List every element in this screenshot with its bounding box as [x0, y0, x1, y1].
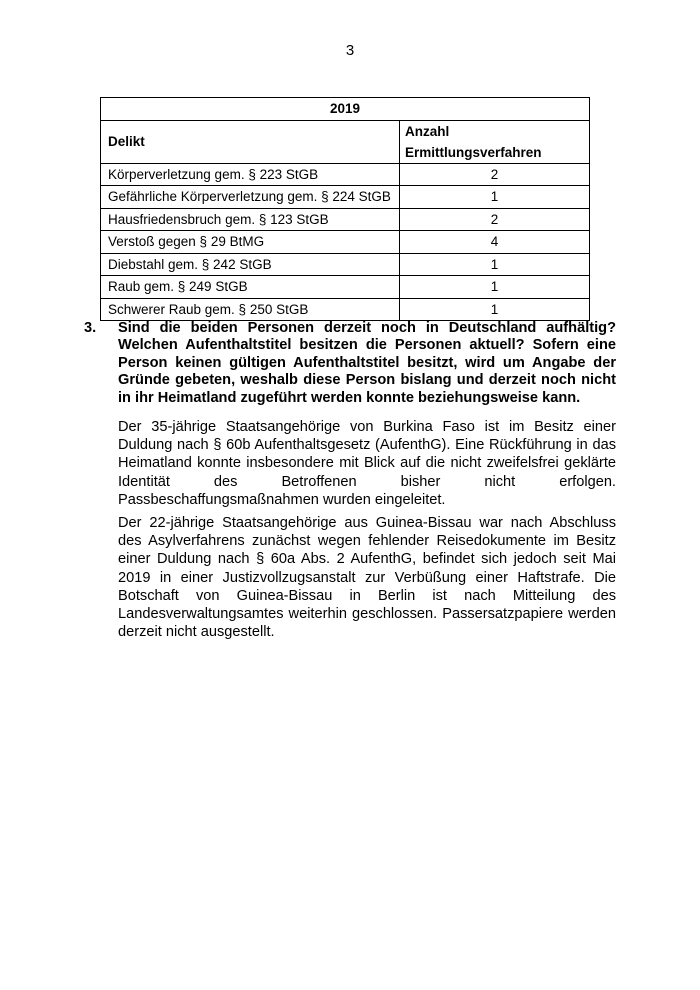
- count-cell: 1: [400, 186, 590, 209]
- offense-cell: Verstoß gegen § 29 BtMG: [101, 231, 400, 254]
- table-row: [101, 163, 590, 186]
- offense-cell: Raub gem. § 249 StGB: [101, 276, 400, 299]
- table-year-row: [101, 98, 590, 121]
- table-row: [101, 298, 590, 321]
- count-cell: 1: [400, 298, 590, 321]
- table-year-header: 2019: [101, 98, 590, 121]
- count-cell: 4: [400, 231, 590, 254]
- page-number: 3: [345, 42, 355, 59]
- table-row: [101, 186, 590, 209]
- table-row: [101, 208, 590, 231]
- offense-cell: Hausfriedensbruch gem. § 123 StGB: [101, 208, 400, 231]
- count-cell: 2: [400, 208, 590, 231]
- table-row: [101, 231, 590, 254]
- offense-cell: Gefährliche Körperverletzung gem. § 224 StGB: [101, 186, 400, 209]
- count-cell: 1: [400, 276, 590, 299]
- answer-paragraph-1: Der 35-jährige Staatsangehörige von Burkina Faso ist im Besitz einer Duldung nach § 60b Aufenthaltsgesetz (AufenthG). Eine Rückführung in das Heimatland konnte insbesondere mit Blick auf die nicht zweifelsfrei geklärte Identität des Betroffenen bisher nicht erfolgen. Passbeschaffungsmaßnahmen wurden eingeleitet.: [118, 419, 616, 508]
- table-header-row: [101, 120, 590, 163]
- column-header-count: Anzahl Ermittlungsverfahren: [400, 120, 590, 163]
- question-text: Sind die beiden Personen derzeit noch in Deutschland aufhältig? Welchen Aufenthaltstitel besitzen die Personen aktuell? Sofern eine Person keinen gültigen Aufenthaltstitel besitzt, wird um Angabe der Gründe gebeten, weshalb diese Person bislang und derzeit noch nicht in ihr Heimatland zugeführt werden konnte beziehungsweise kann.: [118, 320, 616, 406]
- offense-statistics-table: [100, 97, 590, 321]
- answer-paragraph-2: Der 22-jährige Staatsangehörige aus Guinea-Bissau war nach Abschluss des Asylverfahrens zunächst wegen fehlender Reisedokumente im Besitz einer Duldung nach § 60a Abs. 2 AufenthG, befindet sich jedoch seit Mai 2019 in einer Justizvollzugsanstalt zur Verbüßung einer Haftstrafe. Die Botschaft von Guinea-Bissau in Berlin ist nach Mitteilung des Landesverwaltungsamtes weiterhin geschlossen. Passersatzpapiere werden derzeit nicht ausgestellt.: [118, 515, 616, 641]
- count-cell: 1: [400, 253, 590, 276]
- offense-cell: Körperverletzung gem. § 223 StGB: [101, 163, 400, 186]
- table-row: [101, 276, 590, 299]
- question-number: 3.: [84, 320, 97, 336]
- count-cell: 2: [400, 163, 590, 186]
- question-block: [84, 320, 616, 407]
- offense-cell: Schwerer Raub gem. § 250 StGB: [101, 298, 400, 321]
- offense-cell: Diebstahl gem. § 242 StGB: [101, 253, 400, 276]
- table-row: [101, 253, 590, 276]
- column-header-offense: Delikt: [101, 120, 400, 163]
